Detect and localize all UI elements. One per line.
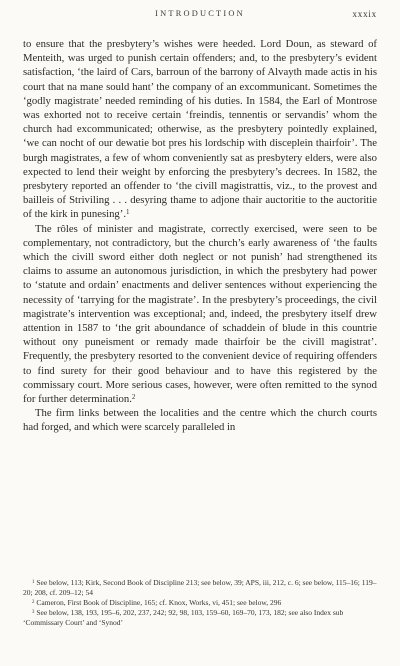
footnote-mark: 2 [32,599,35,605]
footnote-mark: 1 [32,579,35,585]
body-text [23,37,377,435]
page-header [23,9,377,23]
footnote [23,608,377,628]
footnotes [23,578,377,628]
running-head: INTRODUCTION [155,9,245,18]
paragraph-text: The rôles of minister and magistrate, correctly exercised, were seen to be complementary, not contradictory, but the church’s early awareness of ‘the faults which the civill sword either doth neglect or not punish’ had strengthened its claims to assume an autonomous jurisdiction, in which the presbytery had power to ‘statute and ordain’ enactments and deliver sentences without experiencing the necessity of ‘tarrying for the magistrate’. In the presbytery’s proceedings, the civil magistrate’s intervention was exceptional; and, indeed, the presbytery itself drew attention in 1587 to ‘the grit aboundance of schaddein of blude in this countrie without ony puneisment or remady made thairfoir be the civill magistrat’. Frequently, the presbytery resorted to the convenient device of requiring offenders to find surety for their good behaviour and to have this registered by the commissary court. More serious cases, however, were often remitted to the synod for further determination. [23,222,377,406]
footnote [23,578,377,598]
paragraph [23,37,377,222]
footnote-text: See below, 113; Kirk, Second Book of Discipline 213; see below, 39; APS, iii, 212, c. 6; see below, 115–16; 119–20; 208, cf. 209–12; 54 [23,578,377,597]
paragraph [23,406,377,434]
footnote-text: See below, 138, 193, 195–6, 202, 237, 242; 92, 98, 103, 159–60, 169–70, 173, 182; see also Index sub ‘Commissary Court’ and ‘Synod’ [23,607,344,627]
footnote [23,598,377,608]
note-reference: 1 [126,208,130,217]
paragraph-text: to ensure that the presbytery’s wishes were heeded. Lord Doun, as steward of Menteith, was urged to punish certain offenders; and, to the presbytery’s evident satisfaction, ‘the laird of Cars, barroun of the barrony of Alvayth made actis in his court that na mane sould hant’ the company of an excommunicant. Sometimes the ‘godly magistrate’ needed reminding of his duties. In 1584, the Earl of Montrose was exhorted not to receive certain ‘freindis, tennentis or servandis’ whom the church had excommunicated; otherwise, as the presbytery pointedly explained, ‘we can nocht of our dewatie bot pres his lordschip with disceplein thairfoir’. The burgh magistrates, a few of whom conveniently sat as presbytery elders, were also expected to lend their weight by enforcing the presbytery’s decrees. In 1582, the presbytery reported an offender to ‘the civill magistrattis, viz., to the provest and bailleis of Striviling . . . desyring thame to adjone thair auctoritie to the auctoritie of the kirk in punesing’. [23,38,377,221]
paragraph-text: The firm links between the localities and the centre which the church courts had forged, and which were scarcely paralleled in [23,407,377,434]
page-number: xxxix [352,9,377,19]
footnote-text: Cameron, First Book of Discipline, 165; cf. Knox, Works, vi, 451; see below, 296 [36,597,282,607]
paragraph [23,222,377,407]
footnote-mark: 3 [32,609,35,615]
note-reference: 2 [131,392,136,401]
